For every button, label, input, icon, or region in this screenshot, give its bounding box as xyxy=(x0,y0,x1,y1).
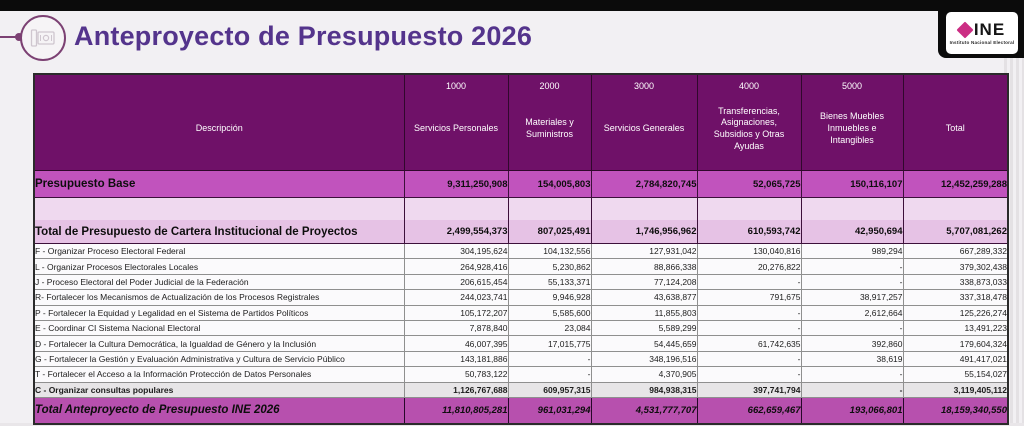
amount-cell: - xyxy=(697,274,801,289)
amount-cell: 5,585,600 xyxy=(508,305,591,320)
amount-cell: 127,931,042 xyxy=(591,244,697,259)
amount-cell: 3,119,405,112 xyxy=(903,382,1008,397)
column-code xyxy=(35,75,404,98)
amount-cell: 609,957,315 xyxy=(508,382,591,397)
project-row xyxy=(34,367,1008,382)
row-label: D - Fortalecer la Cultura Democrática, la Igualdad de Género y la Inclusión xyxy=(34,336,404,351)
project-row xyxy=(34,244,1008,259)
amount-cell: 143,181,886 xyxy=(404,351,508,366)
project-row xyxy=(34,274,1008,289)
project-row xyxy=(34,290,1008,305)
amount-cell: - xyxy=(697,351,801,366)
row-label: G - Fortalecer la Gestión y Evaluación Administrativa y Cultura de Servicio Público xyxy=(34,351,404,366)
amount-cell: - xyxy=(508,367,591,382)
amount-cell: 9,946,928 xyxy=(508,290,591,305)
amount-cell: 23,084 xyxy=(508,320,591,335)
amount-cell: 42,950,694 xyxy=(801,220,903,244)
amount-cell: 193,066,801 xyxy=(801,397,903,424)
amount-cell: 9,311,250,908 xyxy=(404,171,508,198)
amount-cell: 807,025,491 xyxy=(508,220,591,244)
amount-cell: - xyxy=(697,305,801,320)
amount-cell: 2,612,664 xyxy=(801,305,903,320)
amount-cell: 392,860 xyxy=(801,336,903,351)
amount-cell: - xyxy=(801,259,903,274)
amount-cell: 2,499,554,373 xyxy=(404,220,508,244)
amount-cell: 88,866,338 xyxy=(591,259,697,274)
amount-cell: 491,417,021 xyxy=(903,351,1008,366)
budget-table xyxy=(33,73,1009,425)
amount-cell: 7,878,840 xyxy=(404,320,508,335)
column-name: Total xyxy=(945,123,965,134)
table-body xyxy=(34,171,1008,424)
column-name: Transferencias, Asignaciones, Subsidios y Otras Ayudas xyxy=(713,105,785,151)
amount-cell: 304,195,624 xyxy=(404,244,508,259)
top-bar xyxy=(0,0,1024,11)
amount-cell: 337,318,478 xyxy=(903,290,1008,305)
amount-cell: 5,589,299 xyxy=(591,320,697,335)
amount-cell: 264,928,416 xyxy=(404,259,508,274)
row-label: Total Anteproyecto de Presupuesto INE 2026 xyxy=(34,397,404,424)
amount-cell: 206,615,454 xyxy=(404,274,508,289)
amount-cell: - xyxy=(697,320,801,335)
project-row xyxy=(34,351,1008,366)
row-total-cartera xyxy=(34,220,1008,244)
amount-cell xyxy=(508,198,591,221)
budget-icon-circle xyxy=(20,15,66,61)
ine-logo-text: INE xyxy=(973,20,1006,39)
column-header xyxy=(591,74,697,171)
amount-cell: 397,741,794 xyxy=(697,382,801,397)
column-name: Descripción xyxy=(195,123,243,134)
column-name: Materiales y Suministros xyxy=(525,117,574,139)
amount-cell: 2,784,820,745 xyxy=(591,171,697,198)
amount-cell: 1,126,767,688 xyxy=(404,382,508,397)
column-name: Servicios Personales xyxy=(413,123,499,134)
row-label: L - Organizar Procesos Electorales Locales xyxy=(34,259,404,274)
column-header xyxy=(801,74,903,171)
amount-cell: 52,065,725 xyxy=(697,171,801,198)
ine-logo-subtitle: Instituto Nacional Electoral xyxy=(949,40,1015,45)
column-header xyxy=(697,74,801,171)
amount-cell: 38,619 xyxy=(801,351,903,366)
column-name: Servicios Generales xyxy=(603,123,685,134)
column-header xyxy=(34,74,404,171)
amount-cell: 244,023,741 xyxy=(404,290,508,305)
amount-cell: 125,226,274 xyxy=(903,305,1008,320)
column-code: 3000 xyxy=(633,81,655,91)
row-label: Total de Presupuesto de Cartera Institucional de Proyectos xyxy=(34,220,404,244)
amount-cell: 179,604,324 xyxy=(903,336,1008,351)
amount-cell xyxy=(903,198,1008,221)
amount-cell: 1,746,956,962 xyxy=(591,220,697,244)
amount-cell: 5,230,862 xyxy=(508,259,591,274)
project-row xyxy=(34,259,1008,274)
amount-cell: 4,531,777,707 xyxy=(591,397,697,424)
row-label: Presupuesto Base xyxy=(34,171,404,198)
amount-cell: - xyxy=(801,367,903,382)
money-icon xyxy=(30,28,56,48)
amount-cell: 791,675 xyxy=(697,290,801,305)
row-label xyxy=(34,198,404,221)
amount-cell: 5,707,081,262 xyxy=(903,220,1008,244)
row-label: J - Proceso Electoral del Poder Judicial de la Federación xyxy=(34,274,404,289)
amount-cell: 11,810,805,281 xyxy=(404,397,508,424)
header-row xyxy=(34,74,1008,171)
table-header xyxy=(34,74,1008,171)
column-code: 1000 xyxy=(445,81,467,91)
column-code: 5000 xyxy=(841,81,863,91)
project-row xyxy=(34,320,1008,335)
amount-cell: 154,005,803 xyxy=(508,171,591,198)
row-total-ine xyxy=(34,397,1008,424)
project-row xyxy=(34,305,1008,320)
amount-cell: 667,289,332 xyxy=(903,244,1008,259)
amount-cell: 105,172,207 xyxy=(404,305,508,320)
amount-cell: 104,132,556 xyxy=(508,244,591,259)
amount-cell: 18,159,340,550 xyxy=(903,397,1008,424)
amount-cell xyxy=(801,198,903,221)
ine-diamond-icon xyxy=(956,21,973,38)
project-row xyxy=(34,336,1008,351)
amount-cell: 61,742,635 xyxy=(697,336,801,351)
column-name: Bienes Muebles Inmuebles e Intangibles xyxy=(819,111,885,145)
ine-logo-block xyxy=(938,0,1024,58)
row-label: R- Fortalecer los Mecanismos de Actualización de los Procesos Registrales xyxy=(34,290,404,305)
row-presupuesto-base xyxy=(34,171,1008,198)
amount-cell: 662,659,467 xyxy=(697,397,801,424)
amount-cell: 984,938,315 xyxy=(591,382,697,397)
amount-cell xyxy=(591,198,697,221)
amount-cell: - xyxy=(801,274,903,289)
amount-cell: 38,917,257 xyxy=(801,290,903,305)
spacer-row xyxy=(34,198,1008,221)
row-label: C - Organizar consultas populares xyxy=(34,382,404,397)
amount-cell: 55,133,371 xyxy=(508,274,591,289)
amount-cell: 12,452,259,288 xyxy=(903,171,1008,198)
amount-cell: 11,855,803 xyxy=(591,305,697,320)
project-row xyxy=(34,382,1008,397)
row-label: P - Fortalecer la Equidad y Legalidad en el Sistema de Partidos Políticos xyxy=(34,305,404,320)
amount-cell: 17,015,775 xyxy=(508,336,591,351)
amount-cell: - xyxy=(801,382,903,397)
column-code: 2000 xyxy=(539,81,560,91)
ine-logo xyxy=(946,12,1018,54)
amount-cell: 130,040,816 xyxy=(697,244,801,259)
amount-cell: 50,783,122 xyxy=(404,367,508,382)
amount-cell: 4,370,905 xyxy=(591,367,697,382)
amount-cell: 43,638,877 xyxy=(591,290,697,305)
amount-cell: 348,196,516 xyxy=(591,351,697,366)
amount-cell: 55,154,027 xyxy=(903,367,1008,382)
row-label: F - Organizar Proceso Electoral Federal xyxy=(34,244,404,259)
column-header xyxy=(903,74,1008,171)
row-label: T - Fortalecer el Acceso a la Información Protección de Datos Personales xyxy=(34,367,404,382)
page-title: Anteproyecto de Presupuesto 2026 xyxy=(74,21,533,51)
column-header xyxy=(508,74,591,171)
column-code xyxy=(904,75,1008,98)
amount-cell: 13,491,223 xyxy=(903,320,1008,335)
column-header xyxy=(404,74,508,171)
column-code: 4000 xyxy=(738,81,760,91)
amount-cell xyxy=(404,198,508,221)
amount-cell: - xyxy=(508,351,591,366)
amount-cell: - xyxy=(697,367,801,382)
row-label: E - Coordinar CI Sistema Nacional Electoral xyxy=(34,320,404,335)
amount-cell: 338,873,033 xyxy=(903,274,1008,289)
amount-cell: 989,294 xyxy=(801,244,903,259)
amount-cell: 20,276,822 xyxy=(697,259,801,274)
amount-cell: - xyxy=(801,320,903,335)
amount-cell: 961,031,294 xyxy=(508,397,591,424)
amount-cell: 54,445,659 xyxy=(591,336,697,351)
amount-cell: 77,124,208 xyxy=(591,274,697,289)
amount-cell: 46,007,395 xyxy=(404,336,508,351)
amount-cell: 610,593,742 xyxy=(697,220,801,244)
amount-cell: 150,116,107 xyxy=(801,171,903,198)
amount-cell xyxy=(697,198,801,221)
amount-cell: 379,302,438 xyxy=(903,259,1008,274)
